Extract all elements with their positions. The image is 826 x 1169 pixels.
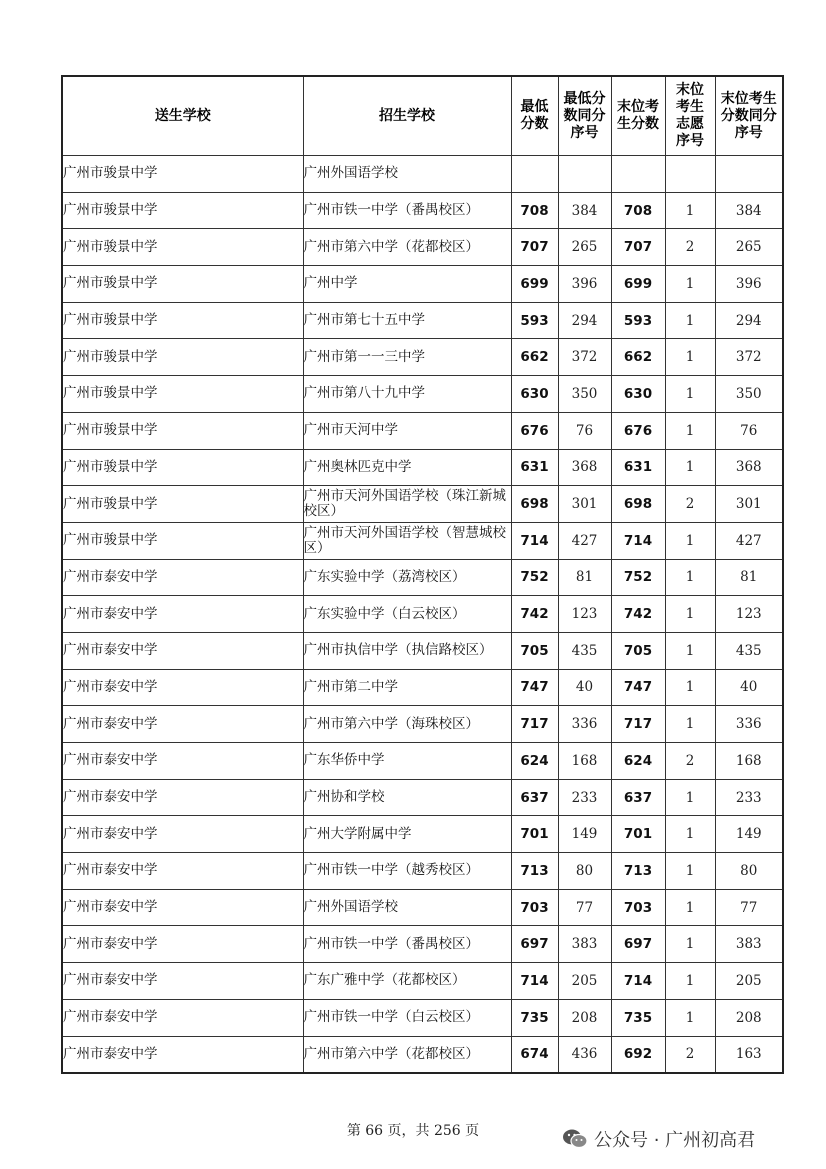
min-score-cell: 593 <box>511 302 558 339</box>
min-score-tie-rank-cell: 372 <box>558 339 611 376</box>
min-score-tie-rank-cell: 336 <box>558 706 611 743</box>
min-score-tie-rank-cell: 233 <box>558 779 611 816</box>
min-score-cell <box>511 156 558 193</box>
sending-school-cell: 广州市骏景中学 <box>62 376 303 413</box>
min-score-cell: 708 <box>511 192 558 229</box>
sending-school-cell: 广州市骏景中学 <box>62 192 303 229</box>
admitting-school-cell: 广州市天河外国语学校（智慧城校区） <box>303 522 511 559</box>
header-min-score: 最低 分数 <box>511 76 558 156</box>
last-choice-rank-cell: 2 <box>665 486 715 523</box>
last-score-cell: 703 <box>611 889 665 926</box>
table-row <box>62 522 783 559</box>
min-score-cell: 674 <box>511 1036 558 1073</box>
min-score-tie-rank-cell: 435 <box>558 632 611 669</box>
last-choice-rank-cell: 1 <box>665 339 715 376</box>
min-score-tie-rank-cell <box>558 156 611 193</box>
table-row <box>62 779 783 816</box>
admitting-school-cell: 广州市第六中学（花都校区） <box>303 1036 511 1073</box>
admitting-school-cell: 广州市铁一中学（番禺校区） <box>303 192 511 229</box>
min-score-tie-rank-cell: 123 <box>558 596 611 633</box>
last-tie-rank-cell: 123 <box>715 596 783 633</box>
last-score-cell: 747 <box>611 669 665 706</box>
last-score-cell: 752 <box>611 559 665 596</box>
sending-school-cell: 广州市骏景中学 <box>62 449 303 486</box>
last-choice-rank-cell: 1 <box>665 779 715 816</box>
table-row <box>62 999 783 1036</box>
sending-school-cell: 广州市泰安中学 <box>62 779 303 816</box>
table-row <box>62 1036 783 1073</box>
last-score-cell: 707 <box>611 229 665 266</box>
last-choice-rank-cell: 1 <box>665 816 715 853</box>
header-admitting-school: 招生学校 <box>303 76 511 156</box>
last-score-cell: 714 <box>611 522 665 559</box>
last-score-cell <box>611 156 665 193</box>
min-score-cell: 713 <box>511 853 558 890</box>
min-score-tie-rank-cell: 40 <box>558 669 611 706</box>
min-score-cell: 752 <box>511 559 558 596</box>
admitting-school-cell: 广州奥林匹克中学 <box>303 449 511 486</box>
min-score-tie-rank-cell: 265 <box>558 229 611 266</box>
sending-school-cell: 广州市泰安中学 <box>62 669 303 706</box>
table-row <box>62 192 783 229</box>
sending-school-cell: 广州市泰安中学 <box>62 926 303 963</box>
last-choice-rank-cell: 1 <box>665 669 715 706</box>
admitting-school-cell: 广州市天河外国语学校（珠江新城校区） <box>303 486 511 523</box>
min-score-tie-rank-cell: 384 <box>558 192 611 229</box>
min-score-tie-rank-cell: 149 <box>558 816 611 853</box>
min-score-cell: 697 <box>511 926 558 963</box>
last-choice-rank-cell: 1 <box>665 963 715 1000</box>
sending-school-cell: 广州市泰安中学 <box>62 559 303 596</box>
sending-school-cell: 广州市骏景中学 <box>62 266 303 303</box>
min-score-cell: 735 <box>511 999 558 1036</box>
admitting-school-cell: 广东实验中学（荔湾校区） <box>303 559 511 596</box>
min-score-cell: 717 <box>511 706 558 743</box>
sending-school-cell: 广州市骏景中学 <box>62 156 303 193</box>
watermark <box>562 1124 755 1154</box>
sending-school-cell: 广州市泰安中学 <box>62 963 303 1000</box>
min-score-tie-rank-cell: 427 <box>558 522 611 559</box>
last-tie-rank-cell: 149 <box>715 816 783 853</box>
sending-school-cell: 广州市泰安中学 <box>62 853 303 890</box>
last-tie-rank-cell: 205 <box>715 963 783 1000</box>
admitting-school-cell: 广州市第八十九中学 <box>303 376 511 413</box>
sending-school-cell: 广州市泰安中学 <box>62 706 303 743</box>
last-tie-rank-cell: 265 <box>715 229 783 266</box>
min-score-cell: 630 <box>511 376 558 413</box>
last-choice-rank-cell: 2 <box>665 743 715 780</box>
min-score-cell: 624 <box>511 743 558 780</box>
table-row <box>62 156 783 193</box>
admitting-school-cell: 广州市第六中学（海珠校区） <box>303 706 511 743</box>
admission-table <box>61 75 784 1074</box>
admitting-school-cell: 广州市第六中学（花都校区） <box>303 229 511 266</box>
table-row <box>62 706 783 743</box>
min-score-tie-rank-cell: 436 <box>558 1036 611 1073</box>
last-choice-rank-cell: 1 <box>665 266 715 303</box>
header-row <box>62 76 783 156</box>
last-score-cell: 637 <box>611 779 665 816</box>
min-score-cell: 703 <box>511 889 558 926</box>
admitting-school-cell: 广东实验中学（白云校区） <box>303 596 511 633</box>
table-row <box>62 963 783 1000</box>
admitting-school-cell: 广州市第一一三中学 <box>303 339 511 376</box>
min-score-cell: 714 <box>511 522 558 559</box>
admitting-school-cell: 广州市第七十五中学 <box>303 302 511 339</box>
header-last-choice-rank: 末位 考生 志愿 序号 <box>665 76 715 156</box>
table-row <box>62 376 783 413</box>
last-tie-rank-cell: 336 <box>715 706 783 743</box>
last-tie-rank-cell: 77 <box>715 889 783 926</box>
admitting-school-cell: 广州市第二中学 <box>303 669 511 706</box>
last-choice-rank-cell: 1 <box>665 192 715 229</box>
sending-school-cell: 广州市泰安中学 <box>62 743 303 780</box>
last-tie-rank-cell: 81 <box>715 559 783 596</box>
sending-school-cell: 广州市骏景中学 <box>62 302 303 339</box>
sending-school-cell: 广州市骏景中学 <box>62 229 303 266</box>
min-score-cell: 747 <box>511 669 558 706</box>
min-score-cell: 698 <box>511 486 558 523</box>
last-tie-rank-cell: 372 <box>715 339 783 376</box>
last-score-cell: 713 <box>611 853 665 890</box>
last-tie-rank-cell: 208 <box>715 999 783 1036</box>
table-row <box>62 926 783 963</box>
header-last-tie-rank: 末位考生 分数同分 序号 <box>715 76 783 156</box>
last-choice-rank-cell: 1 <box>665 632 715 669</box>
last-score-cell: 624 <box>611 743 665 780</box>
last-tie-rank-cell: 168 <box>715 743 783 780</box>
table-row <box>62 412 783 449</box>
last-tie-rank-cell: 383 <box>715 926 783 963</box>
min-score-cell: 701 <box>511 816 558 853</box>
min-score-tie-rank-cell: 396 <box>558 266 611 303</box>
last-tie-rank-cell: 40 <box>715 669 783 706</box>
min-score-tie-rank-cell: 383 <box>558 926 611 963</box>
min-score-cell: 699 <box>511 266 558 303</box>
sending-school-cell: 广州市泰安中学 <box>62 596 303 633</box>
table-row <box>62 266 783 303</box>
last-choice-rank-cell <box>665 156 715 193</box>
last-choice-rank-cell: 1 <box>665 412 715 449</box>
admitting-school-cell: 广州市执信中学（执信路校区） <box>303 632 511 669</box>
last-choice-rank-cell: 1 <box>665 302 715 339</box>
watermark-text: 公众号 · 广州初高君 <box>594 1130 756 1151</box>
min-score-cell: 705 <box>511 632 558 669</box>
last-tie-rank-cell <box>715 156 783 193</box>
table-row <box>62 889 783 926</box>
last-score-cell: 697 <box>611 926 665 963</box>
last-score-cell: 699 <box>611 266 665 303</box>
last-score-cell: 701 <box>611 816 665 853</box>
last-score-cell: 717 <box>611 706 665 743</box>
admitting-school-cell: 广州外国语学校 <box>303 889 511 926</box>
sending-school-cell: 广州市泰安中学 <box>62 999 303 1036</box>
min-score-cell: 662 <box>511 339 558 376</box>
min-score-tie-rank-cell: 205 <box>558 963 611 1000</box>
table-row <box>62 486 783 523</box>
last-choice-rank-cell: 1 <box>665 559 715 596</box>
header-sending-school: 送生学校 <box>62 76 303 156</box>
last-score-cell: 714 <box>611 963 665 1000</box>
last-choice-rank-cell: 1 <box>665 706 715 743</box>
admitting-school-cell: 广州市铁一中学（越秀校区） <box>303 853 511 890</box>
table-body <box>62 156 783 1073</box>
min-score-cell: 707 <box>511 229 558 266</box>
last-tie-rank-cell: 384 <box>715 192 783 229</box>
table-row <box>62 302 783 339</box>
table-row <box>62 743 783 780</box>
last-tie-rank-cell: 427 <box>715 522 783 559</box>
table-row <box>62 853 783 890</box>
wechat-icon <box>562 1128 588 1150</box>
last-tie-rank-cell: 368 <box>715 449 783 486</box>
min-score-tie-rank-cell: 350 <box>558 376 611 413</box>
table-row <box>62 449 783 486</box>
admitting-school-cell: 广州市铁一中学（白云校区） <box>303 999 511 1036</box>
min-score-cell: 637 <box>511 779 558 816</box>
table-row <box>62 559 783 596</box>
last-tie-rank-cell: 435 <box>715 632 783 669</box>
min-score-tie-rank-cell: 76 <box>558 412 611 449</box>
admitting-school-cell: 广东华侨中学 <box>303 743 511 780</box>
min-score-cell: 676 <box>511 412 558 449</box>
sending-school-cell: 广州市泰安中学 <box>62 889 303 926</box>
min-score-tie-rank-cell: 294 <box>558 302 611 339</box>
last-choice-rank-cell: 1 <box>665 926 715 963</box>
last-tie-rank-cell: 233 <box>715 779 783 816</box>
last-choice-rank-cell: 2 <box>665 1036 715 1073</box>
min-score-tie-rank-cell: 81 <box>558 559 611 596</box>
admitting-school-cell: 广州外国语学校 <box>303 156 511 193</box>
last-score-cell: 676 <box>611 412 665 449</box>
last-score-cell: 630 <box>611 376 665 413</box>
min-score-tie-rank-cell: 168 <box>558 743 611 780</box>
table-row <box>62 632 783 669</box>
header-last-score: 末位考 生分数 <box>611 76 665 156</box>
last-choice-rank-cell: 1 <box>665 449 715 486</box>
last-score-cell: 593 <box>611 302 665 339</box>
last-score-cell: 662 <box>611 339 665 376</box>
last-choice-rank-cell: 1 <box>665 376 715 413</box>
min-score-tie-rank-cell: 208 <box>558 999 611 1036</box>
last-tie-rank-cell: 294 <box>715 302 783 339</box>
last-choice-rank-cell: 1 <box>665 596 715 633</box>
last-tie-rank-cell: 76 <box>715 412 783 449</box>
sending-school-cell: 广州市骏景中学 <box>62 522 303 559</box>
last-score-cell: 705 <box>611 632 665 669</box>
min-score-tie-rank-cell: 301 <box>558 486 611 523</box>
last-score-cell: 698 <box>611 486 665 523</box>
admitting-school-cell: 广州大学附属中学 <box>303 816 511 853</box>
last-tie-rank-cell: 163 <box>715 1036 783 1073</box>
table-row <box>62 229 783 266</box>
table-row <box>62 596 783 633</box>
last-tie-rank-cell: 350 <box>715 376 783 413</box>
sending-school-cell: 广州市泰安中学 <box>62 632 303 669</box>
admitting-school-cell: 广州中学 <box>303 266 511 303</box>
last-tie-rank-cell: 80 <box>715 853 783 890</box>
last-score-cell: 631 <box>611 449 665 486</box>
table-row <box>62 339 783 376</box>
min-score-tie-rank-cell: 77 <box>558 889 611 926</box>
last-choice-rank-cell: 1 <box>665 522 715 559</box>
table-row <box>62 816 783 853</box>
sending-school-cell: 广州市骏景中学 <box>62 412 303 449</box>
last-score-cell: 742 <box>611 596 665 633</box>
page-footer: 第 66 页，共 256 页 <box>346 1123 480 1139</box>
header-min-score-tie-rank: 最低分 数同分 序号 <box>558 76 611 156</box>
sending-school-cell: 广州市骏景中学 <box>62 486 303 523</box>
last-score-cell: 692 <box>611 1036 665 1073</box>
min-score-cell: 742 <box>511 596 558 633</box>
admitting-school-cell: 广东广雅中学（花都校区） <box>303 963 511 1000</box>
last-tie-rank-cell: 301 <box>715 486 783 523</box>
last-score-cell: 735 <box>611 999 665 1036</box>
sending-school-cell: 广州市泰安中学 <box>62 816 303 853</box>
sending-school-cell: 广州市泰安中学 <box>62 1036 303 1073</box>
min-score-cell: 714 <box>511 963 558 1000</box>
admitting-school-cell: 广州市铁一中学（番禺校区） <box>303 926 511 963</box>
min-score-tie-rank-cell: 80 <box>558 853 611 890</box>
last-choice-rank-cell: 1 <box>665 889 715 926</box>
admitting-school-cell: 广州市天河中学 <box>303 412 511 449</box>
table-row <box>62 669 783 706</box>
last-score-cell: 708 <box>611 192 665 229</box>
last-choice-rank-cell: 2 <box>665 229 715 266</box>
min-score-tie-rank-cell: 368 <box>558 449 611 486</box>
admitting-school-cell: 广州协和学校 <box>303 779 511 816</box>
last-tie-rank-cell: 396 <box>715 266 783 303</box>
last-choice-rank-cell: 1 <box>665 999 715 1036</box>
sending-school-cell: 广州市骏景中学 <box>62 339 303 376</box>
min-score-cell: 631 <box>511 449 558 486</box>
last-choice-rank-cell: 1 <box>665 853 715 890</box>
